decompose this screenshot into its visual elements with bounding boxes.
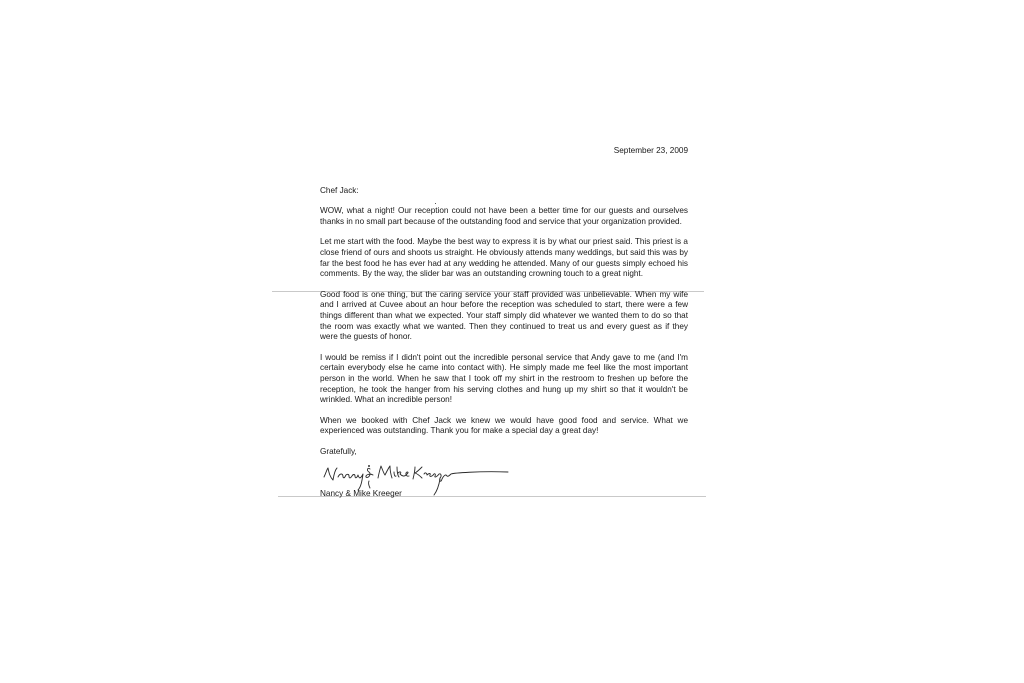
letter-date: September 23, 2009 — [613, 146, 688, 155]
paragraph: When we booked with Chef Jack we knew we would have good food and service. What we experienced was outstanding. Thank you for make a special day a great day! — [320, 415, 688, 436]
paragraph: WOW, what a night! Our reception could not have been a better time for our guests and ourselves thanks in no small part because of the outstanding food and service that your organization provided. — [320, 206, 688, 226]
paragraph: Good food is one thing, but the caring service your staff provided was unbelievable. When my wife and I arrived at Cuvee about an hour before the reception was scheduled to start, there were a few things different than what we expected. Your staff simply did whatever we wanted them to do so that the room was exactly what we wanted. Then they continued to treat us and every guest as if they were the guests of honor. — [320, 289, 688, 342]
closing: Gratefully, — [320, 446, 357, 456]
paragraph: I would be remiss if I didn't point out the incredible personal service that Andy gave to me (and I'm certain everybody else he came into contact with). He simply made me feel like the most important person in the world. When he saw that I took off my shirt in the restroom to freshen up before the reception, he took the hanger from his serving clothes and hung up my shirt so that it wouldn't be wrinkled. What an incredible person! — [320, 352, 688, 405]
signer-name: Nancy & Mike Kreeger — [320, 489, 402, 499]
paragraph: Let me start with the food. Maybe the best way to express it is by what our priest said. This priest is a close friend of ours and shoots us straight. He obviously attends many weddings, but said this was by far the best food he has ever had at any wedding he attended. Many of our guests simply echoed his comments. By the way, the slider bar was an outstanding crowning touch to a great night. — [320, 237, 688, 279]
salutation: Chef Jack: — [320, 185, 359, 195]
letter-body — [320, 146, 688, 500]
